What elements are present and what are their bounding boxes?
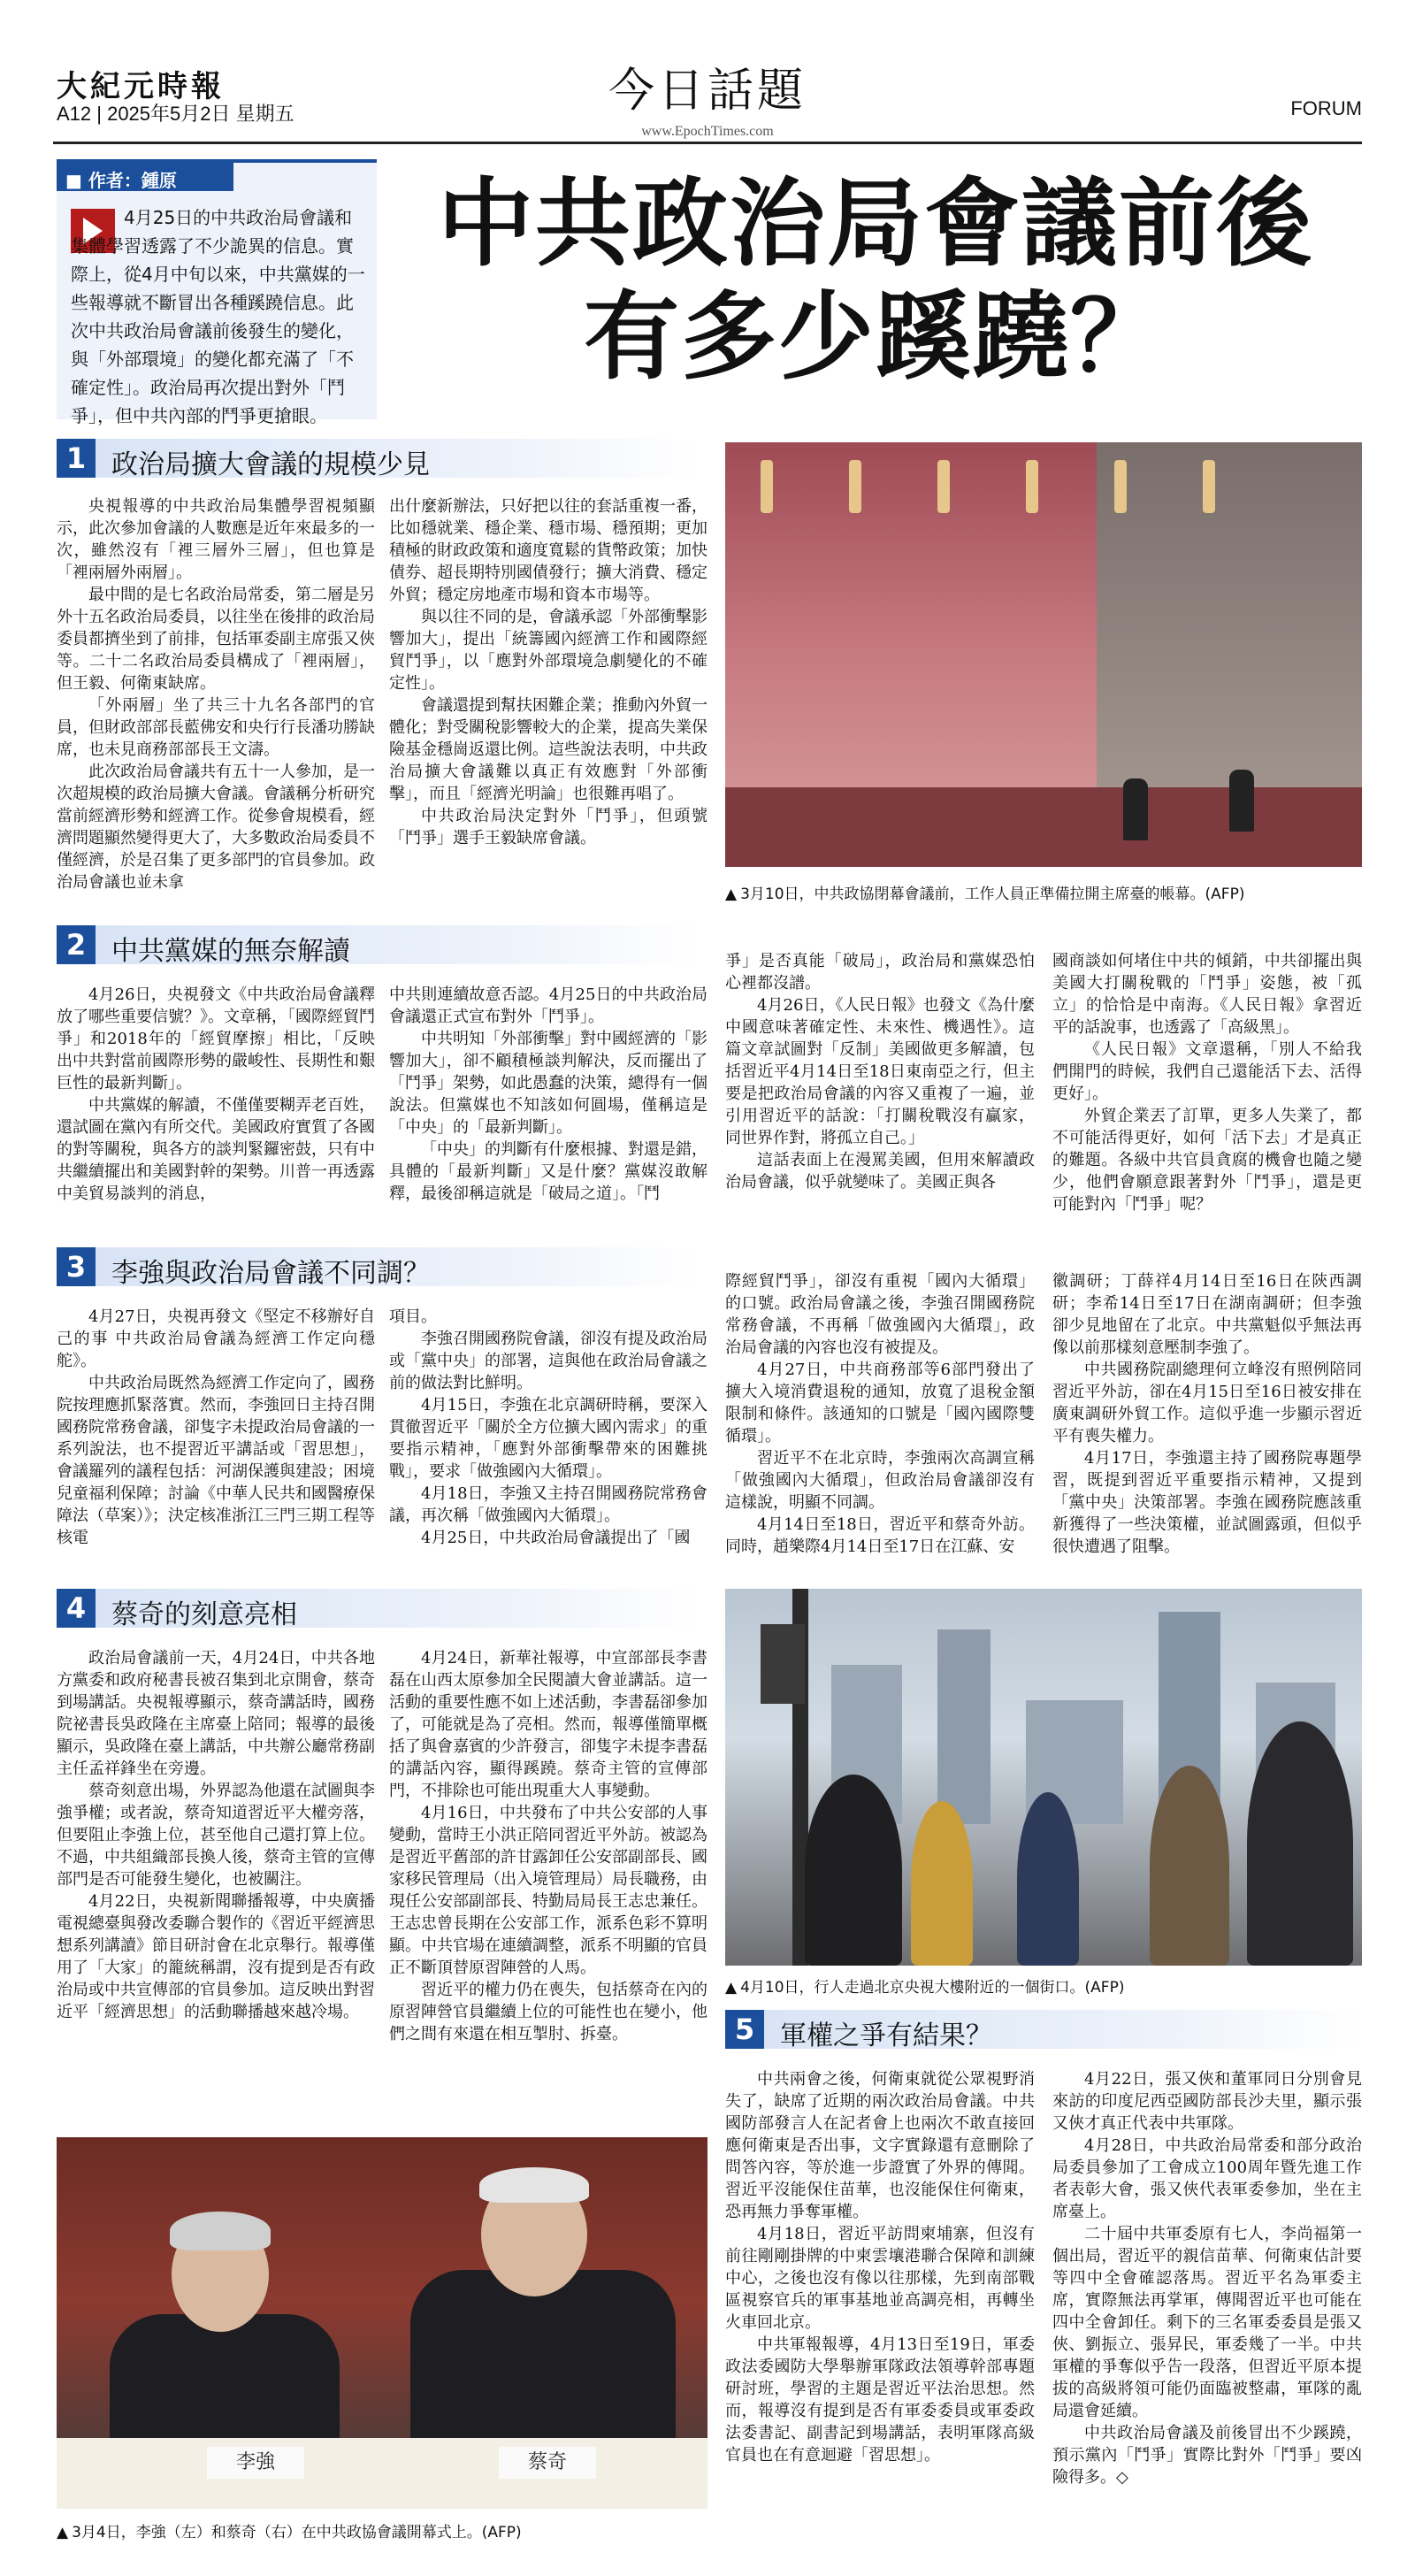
section-heading: 蔡奇的刻意亮相 [111, 1599, 297, 1630]
section-2-col-2 [389, 984, 708, 1205]
paragraph: 此次政治局會議共有五十一人參加，是一次超規模的政治局擴大會議。會議稱分析研究當前經濟形勢和經濟工作。從參會規模看，經濟問題顯然變得更大了，大多數政治局委員不僅經濟，於是召集了更多部門的官員參加。政治局會議也並未拿 [57, 763, 375, 892]
paragraph: 4月22日，張又俠和董軍同日分別會見來訪的印度尼西亞國防部長沙夫里，顯示張又俠才真正代表中共軍隊。 [1052, 2070, 1362, 2133]
author-summary-box [57, 159, 377, 426]
paragraph: 這話表面上在漫罵美國，但用來解讀政治局會議，似乎就變味了。美國正與各 [725, 1151, 1035, 1192]
paragraph: 會議還提到幫扶困難企業；推動內外貿一體化；對受關稅影響較大的企業，提高失業保險基金穩崗返還比例。這些說法表明，中共政治局擴大會議難以真正有效應對「外部衝擊」，而且「經濟光明論」也很難再唱了。 [389, 696, 708, 803]
headline [389, 168, 1362, 395]
paragraph: 最中間的是七名政治局常委，第二層是另外十五名政治局委員，以往坐在後排的政治局委員都擠坐到了前排，包括軍委副主席張又俠等。二十二名政治局委員構成了「裡兩層」，但王毅、何衛東缺席。 [57, 586, 375, 693]
author-label: ■ 作者：鍾原 [57, 163, 233, 191]
paragraph: 4月14日至18日，習近平和蔡奇外訪。同時，趙樂際4月14日至17日在江蘇、安 [725, 1515, 1035, 1556]
forum-label: FORUM [1290, 97, 1362, 119]
paragraph: 中共則連續故意否認。4月25日的中共政治局會議還正式宣布對外「鬥爭」。 [389, 985, 708, 1026]
header-rule [53, 142, 1362, 144]
paragraph: 4月15日，李強在北京調研時稱，要深入貫徹習近平「關於全方位擴大國內需求」的重要指示精神，「應對外部衝擊帶來的困難挑戰」，要求「做強國內大循環」。 [389, 1396, 708, 1481]
paragraph: 中共政治局會議及前後冒出不少蹊蹺，預示黨內「鬥爭」實際比對外「鬥爭」要凶險得多。◇ [1052, 2424, 1362, 2487]
paragraph: 4月28日，中共政治局常委和部分政治局委員參加了工會成立100周年暨先進工作者表彰大會，張又俠代表軍委參加，坐在主席臺上。 [1052, 2136, 1362, 2221]
section-number: 2 [57, 925, 96, 964]
paragraph: 「中央」的判斷有什麼根據、對還是錯，具體的「最新判斷」又是什麼？黨媒沒敢解釋，最後卻稱這就是「破局之道」。「鬥 [389, 1140, 708, 1203]
headline-line-1: 中共政治局會議前後 [437, 169, 1313, 280]
site-url[interactable]: www.EpochTimes.com [641, 124, 774, 139]
paragraph: 項目。 [389, 1307, 437, 1326]
paragraph: 徽調研；丁薛祥4月14日至16日在陝西調研；李希14日至17日在湖南調研；但李強卻少見地留在了北京。中共黨魁似乎無法再像以前那樣刻意壓制李強了。 [1052, 1272, 1362, 1357]
section-5-col-2 [1052, 2068, 1362, 2488]
section-1-col-2 [389, 495, 708, 849]
paragraph: 中共兩會之後，何衛東就從公眾視野消失了，缺席了近期的兩次政治局會議。中共國防部發言人在記者會上也兩次不敢直接回應何衛東是否出事，文字實錄還有意刪除了問答內容，等於進一步證實了外界的傳聞。習近平沒能保住苗華，也沒能保住何衛東，恐再無力爭奪軍權。 [725, 2070, 1035, 2221]
paragraph: 4月18日，李強又主持召開國務院常務會議，再次稱「做強國內大循環」。 [389, 1484, 708, 1525]
paragraph: 4月22日，央視新聞聯播報導，中央廣播電視總臺與發改委聯合製作的《習近平經濟思想系列講讀》節目研討會在北京舉行。報導僅用了「大家」的籠統稱謂，沒有提到是否有政治局或中共宣傳部的官員參加。這反映出對習近平「經濟思想」的活動聯播越來越冷場。 [57, 1892, 375, 2021]
photo-caption: ▲ 3月10日，中共政協閉幕會議前，工作人員正準備拉開主席臺的帳幕。(AFP) [725, 881, 1244, 903]
section-2-col-3 [725, 950, 1035, 1193]
article-summary: 4月25日的中共政治局會議和集體學習透露了不少詭異的信息。實際上，從4月中旬以來，中共黨媒的一些報導就不斷冒出各種蹊蹺信息。此次中共政治局會議前後發生的變化，與「外部環境」的變化都充滿了「不確定性」。政治局再次提出對外「鬥爭」，但中共內部的鬥爭更搶眼。 [71, 207, 365, 426]
paragraph: 中共國務院副總理何立峰沒有照例陪同習近平外訪，卻在4月15日至16日被安排在廣東調研外貿工作。這似乎進一步顯示習近平有喪失權力。 [1052, 1361, 1362, 1445]
section-number: 4 [57, 1589, 96, 1628]
paragraph: 4月18日，習近平訪問柬埔寨，但沒有前往剛剛掛牌的中柬雲壤港聯合保障和訓練中心，之後也沒有像以往那樣，先到南部戰區視察官兵的軍事基地並高調亮相，再轉坐火車回北京。 [725, 2225, 1035, 2332]
section-3-col-4 [1052, 1270, 1362, 1558]
paragraph: 習近平的權力仍在喪失，包括蔡奇在內的原習陣營官員繼續上位的可能性也在變小，他們之間有來還在相互掣肘、拆臺。 [389, 1981, 708, 2043]
paragraph: 出什麼新辦法，只好把以往的套話重複一番，比如穩就業、穩企業、穩市場、穩預期；更加積極的財政政策和適度寬鬆的貨幣政策；加快債券、超長期特別國債發行；擴大消費、穩定外貿；穩定房地產市場和資本市場等。 [389, 497, 708, 604]
section-number: 1 [57, 439, 96, 478]
page-header [0, 0, 1415, 142]
paragraph: 國商談如何堵住中共的傾銷，中共卻擺出與美國大打關稅戰的「鬥爭」姿態，被「孤立」的恰恰是中南海。《人民日報》拿習近平的話說事，也透露了「高級黑」。 [1052, 952, 1362, 1037]
paragraph: 中共明知「外部衝擊」對中國經濟的「影響加大」，卻不顧積極談判解決，反而擺出了「鬥爭」架勢，如此愚蠢的決策，總得有一個說法。但黨媒也不知該如何圓場，僅稱這是「中央」的「最新判斷」。 [389, 1030, 708, 1137]
paragraph: 4月24日，新華社報導，中宣部部長李書磊在山西太原參加全民閱讀大會並講話。這一活動的重要性應不如上述活動，李書磊卻參加了，可能就是為了亮相。然而，報導僅簡單概括了與會嘉賓的少許發言，卻隻字未提李書磊的講話內容，顯得蹊蹺。蔡奇主管的宣傳部門，不排除也可能出現重大人事變動。 [389, 1649, 708, 1800]
section-number: 3 [57, 1247, 96, 1286]
paragraph: 4月25日，中共政治局會議提出了「國 [421, 1529, 691, 1547]
section-1-header [57, 439, 699, 478]
photo-curtain-stage [725, 442, 1362, 867]
paragraph: 外貿企業丟了訂單，更多人失業了，都不可能活得更好，如何「活下去」才是真正的難題。各級中共官員貪腐的機會也隨之變少，他們會願意跟著對外「鬥爭」，還是更可能對內「鬥爭」呢？ [1052, 1107, 1362, 1214]
paragraph: 中共政治局既然為經濟工作定向了，國務院按理應抓緊落實。然而，李強回日主持召開國務院常務會議，卻隻字未提政治局會議的一系列說法，也不提習近平講話或「習思想」，會議羅列的議程包括：河湖保護與建設；困境兒童福利保障；討論《中華人民共和國醫療保障法（草案）》；決定核准浙江三門三期工程等核電 [57, 1374, 375, 1547]
paragraph: 中共政治局決定對外「鬥爭」，但頭號「鬥爭」選手王毅缺席會議。 [389, 807, 708, 847]
paragraph: 4月26日，央視發文《中共政治局會議釋放了哪些重要信號？》。文章稱，「國際經貿鬥爭」和2018年的「經貿摩擦」相比，「反映出中共對當前國際形勢的嚴峻性、長期性和艱巨性的最新判斷」。 [57, 985, 375, 1092]
name-plate: 李強 [207, 2447, 304, 2479]
paragraph: 4月26日，《人民日報》也發文《為什麼中國意味著確定性、未來性、機遇性》。這篇文章試圖對「反制」美國做更多解讀，包括習近平4月14日至18日東南亞之行，但主要是把政治局會議的內容又重複了一遍，並引用習近平的話說：「打關稅戰沒有贏家，同世界作對，將孤立自己。」 [725, 996, 1035, 1147]
paragraph: 中共軍報報導，4月13日至19日，軍委政法委國防大學舉辦軍隊政法領導幹部專題研討班，學習的主題是習近平法治思想。然而，報導沒有提到是否有軍委委員或軍委政法委書記、副書記到場講話，表明軍隊高級官員也在有意迴避「習思想」。 [725, 2335, 1035, 2465]
section-2-col-1 [57, 984, 375, 1205]
section-1-col-1 [57, 495, 375, 893]
section-heading: 軍權之爭有結果？ [780, 2020, 992, 2051]
section-heading: 政治局擴大會議的規模少見 [111, 449, 430, 480]
paragraph: 蔡奇刻意出場，外界認為他還在試圖與李強爭權；或者說，蔡奇知道習近平大權旁落，但要阻止李強上位，甚至他自己還打算上位。不過，中共組織部長換人後，蔡奇主管的宣傳部門是否可能發生變化，也被關注。 [57, 1782, 375, 1889]
section-heading: 李強與政治局會議不同調？ [111, 1258, 430, 1289]
photo-caption: ▲ 4月10日，行人走過北京央視大樓附近的一個街口。(AFP) [725, 1974, 1124, 1997]
paragraph: 習近平不在北京時，李強兩次高調宣稱「做強國內大循環」，但政治局會議卻沒有這樣說，明顯不同調。 [725, 1449, 1035, 1512]
section-2-header [57, 925, 699, 967]
section-5-col-1 [725, 2068, 1035, 2466]
newspaper-logo: 大紀元時報 [57, 69, 225, 104]
paragraph: 政治局會議前一天，4月24日，中共各地方黨委和政府秘書長被召集到北京開會，蔡奇到場講話。央視報導顯示，蔡奇講話時，國務院祕書長吳政隆在主席臺上陪同；報導的最後顯示，吳政隆在臺上講話，中共辦公廳常務副主任孟祥鋒坐在旁邊。 [57, 1649, 375, 1778]
section-2-col-4 [1052, 950, 1362, 1215]
headline-line-2: 有多少蹊蹺？ [583, 282, 1167, 393]
paragraph: 與以往不同的是，會議承認「外部衝擊影響加大」，提出「統籌國內經濟工作和國際經貿鬥爭」，以「應對外部環境急劇變化的不確定性」。 [389, 608, 708, 693]
section-3-col-1 [57, 1306, 375, 1549]
photo-beijing-street [725, 1589, 1362, 1966]
section-heading: 中共黨媒的無奈解讀 [111, 936, 350, 967]
section-3-header [57, 1247, 699, 1289]
name-plate: 蔡奇 [499, 2447, 596, 2479]
section-4-col-2 [389, 1647, 708, 2045]
section-number: 5 [725, 2010, 764, 2049]
paragraph: 4月17日，李強還主持了國務院專題學習，既提到習近平重要指示精神，又提到「黨中央」決策部署。李強在國務院應該重新獲得了一些決策權，並試圖露頭，但似乎很快遭遇了阻擊。 [1052, 1449, 1362, 1556]
section-4-header [57, 1589, 699, 1628]
paragraph: 二十屆中共軍委原有七人，李尚福第一個出局，習近平的親信苗華、何衛東估計要等四中全會確認落馬。習近平名為軍委主席，實際無法再掌軍，傳聞習近平也可能在四中全會卸任。剩下的三名軍委委員是張又俠、劉振立、張昇民，軍委幾了一半。中共軍權的爭奪似乎告一段落，但習近平原本提拔的高級將領可能仍面臨被整肅，軍隊的亂局還會延續。 [1052, 2225, 1362, 2420]
section-4-col-1 [57, 1647, 375, 2023]
section-title: 今日話題 [608, 65, 807, 118]
paragraph: 4月27日，央視再發文《堅定不移辦好自己的事 中共政治局會議為經濟工作定向穩舵》。 [57, 1307, 375, 1370]
paragraph: 《人民日報》文章還稱，「別人不給我們開門的時候，我們自己還能活下去、活得更好」。 [1052, 1040, 1362, 1103]
paragraph: 李強召開國務院會議，卻沒有提及政治局或「黨中央」的部署，這與他在政治局會議之前的做法對比鮮明。 [389, 1330, 708, 1392]
section-3-col-3 [725, 1270, 1035, 1558]
paragraph: 「外兩層」坐了共三十九名各部門的官員，但財政部部長藍佛安和央行行長潘功勝缺席，也未見商務部部長王文濤。 [57, 696, 375, 759]
section-5-header [725, 2010, 1362, 2049]
photo-li-qiang-cai-qi [57, 2137, 708, 2509]
issue-info: A12 | 2025年5月2日 星期五 [57, 103, 294, 125]
section-3-col-2 [389, 1306, 708, 1549]
paragraph: 中共黨媒的解讀，不僅僅要糊弄老百姓，還試圖在黨內有所交代。美國政府實質了各國的對等關稅，與各方的談判緊鑼密鼓，只有中共繼續擺出和美國對幹的架勢。川普一再透露中美貿易談判的消息， [57, 1096, 375, 1203]
photo-caption: ▲ 3月4日，李強（左）和蔡奇（右）在中共政協會議開幕式上。(AFP) [57, 2519, 522, 2542]
paragraph: 4月16日，中共發布了中共公安部的人事變動，當時王小洪正陪同習近平外訪。被認為是習近平舊部的許甘露卸任公安部副部長、國家移民管理局（出入境管理局）局長職務，由現任公安部副部長、特勤局局長王志忠兼任。王志忠曾長期在公安部工作，派系色彩不算明顯。中共官場在連續調整，派系不明顯的官員正不斷頂替原習陣營的人馬。 [389, 1804, 708, 1977]
paragraph: 際經貿鬥爭」，卻沒有重視「國內大循環」的口號。政治局會議之後，李強召開國務院常務會議，不再稱「做強國內大循環」，政治局會議的內容也沒有被提及。 [725, 1272, 1035, 1357]
paragraph: 爭」是否真能「破局」，政治局和黨媒恐怕心裡都沒譜。 [725, 952, 1035, 993]
paragraph: 央視報導的中共政治局集體學習視頻顯示，此次參加會議的人數應是近年來最多的一次，雖然沒有「裡三層外三層」，但也算是「裡兩層外兩層」。 [57, 497, 375, 582]
paragraph: 4月27日，中共商務部等6部門發出了擴大入境消費退稅的通知，放寬了退稅金額限制和條件。該通知的口號是「國內國際雙循環」。 [725, 1361, 1035, 1445]
